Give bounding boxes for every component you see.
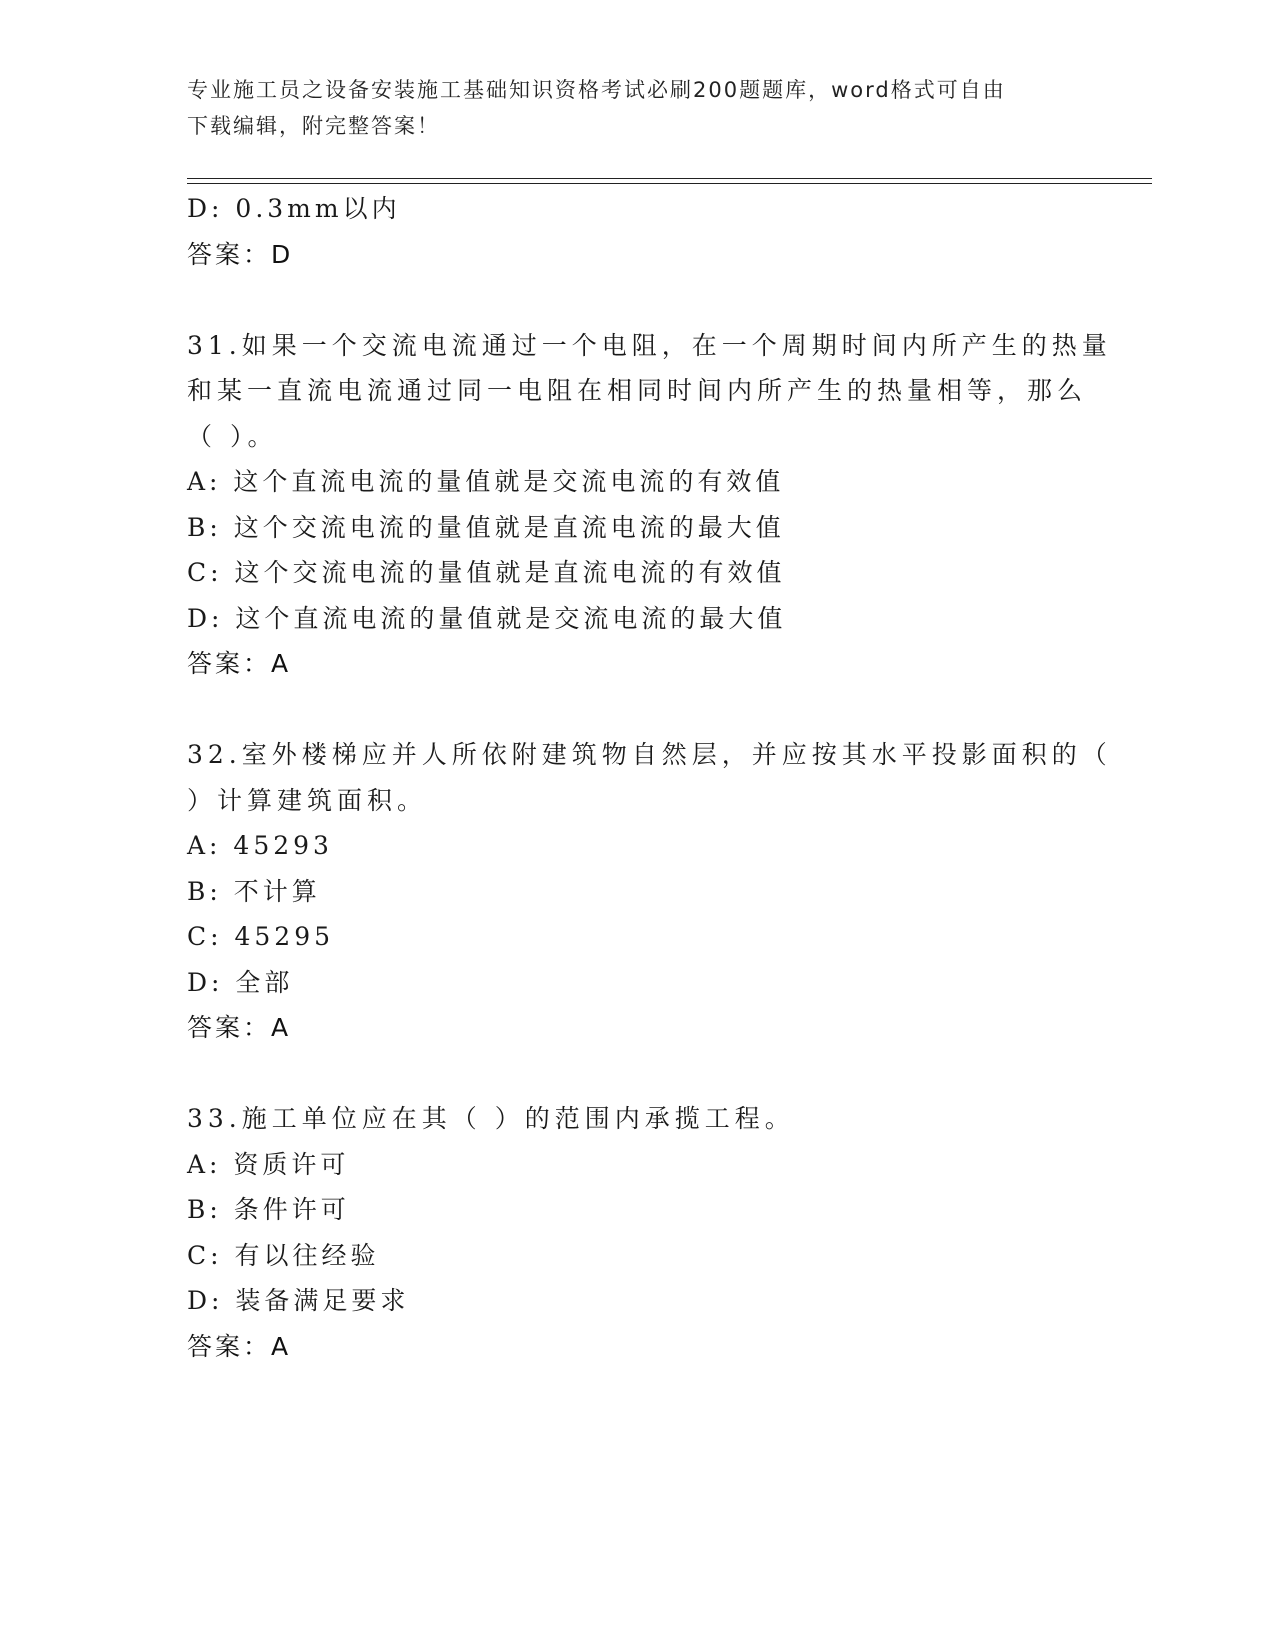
option-d: D: 装备满足要求: [187, 1286, 410, 1315]
stem-line: ）计算建筑面积。: [187, 785, 428, 815]
header-divider-bottom: [187, 183, 1152, 184]
stem-line: 31.如果一个交流电流通过一个电阻，在一个周期时间内所产生的热量: [187, 330, 1112, 360]
option-c: C: 这个交流电流的量值就是直流电流的有效值: [187, 558, 786, 587]
question-32: [187, 732, 1112, 1051]
option-d: D: 0.3mm以内: [187, 194, 401, 223]
answer-line: 答案：D: [187, 239, 294, 269]
question-stem: [187, 732, 1112, 823]
option-d: D: 全部: [187, 967, 294, 997]
answer-line: 答案：A: [187, 1331, 292, 1361]
option-a: A: 这个直流电流的量值就是交流电流的有效值: [187, 467, 785, 496]
option-a: A: 45293: [187, 831, 333, 860]
page-header: [187, 72, 1067, 144]
option-c: C: 45295: [187, 922, 335, 951]
option-b: B: 不计算: [187, 876, 321, 906]
option-b: B: 这个交流电流的量值就是直流电流的最大值: [187, 512, 785, 542]
spacer: [187, 277, 1087, 323]
spacer: [187, 687, 1087, 733]
answer-line: 答案：A: [187, 649, 292, 678]
header-line-1: 专业施工员之设备安装施工基础知识资格考试必刷200题题库，word格式可自由: [187, 78, 1006, 102]
answer-line: 答案：A: [187, 1013, 292, 1042]
header-divider-top: [187, 178, 1152, 179]
option-b: B: 条件许可: [187, 1195, 350, 1224]
question-stem: [187, 1096, 1087, 1142]
question-31: [187, 323, 1112, 687]
option-c: C: 有以往经验: [187, 1240, 380, 1270]
stem-line: 32.室外楼梯应并人所依附建筑物自然层，并应按其水平投影面积的（: [187, 740, 1112, 769]
stem-line: 33.施工单位应在其（ ）的范围内承揽工程。: [187, 1104, 795, 1133]
stem-line: 和某一直流电流通过同一电阻在相同时间内所产生的热量相等，那么: [187, 376, 1088, 405]
stem-line: （ ）。: [187, 421, 278, 451]
question-stem: [187, 323, 1112, 460]
question-content: [187, 186, 1112, 1369]
header-line-2: 下载编辑，附完整答案！: [187, 114, 440, 138]
question-33: [187, 1096, 1087, 1369]
option-a: A: 资质许可: [187, 1149, 350, 1179]
option-d: D: 这个直流电流的量值就是交流电流的最大值: [187, 603, 787, 633]
spacer: [187, 1051, 1087, 1097]
previous-question-tail: [187, 186, 1087, 277]
